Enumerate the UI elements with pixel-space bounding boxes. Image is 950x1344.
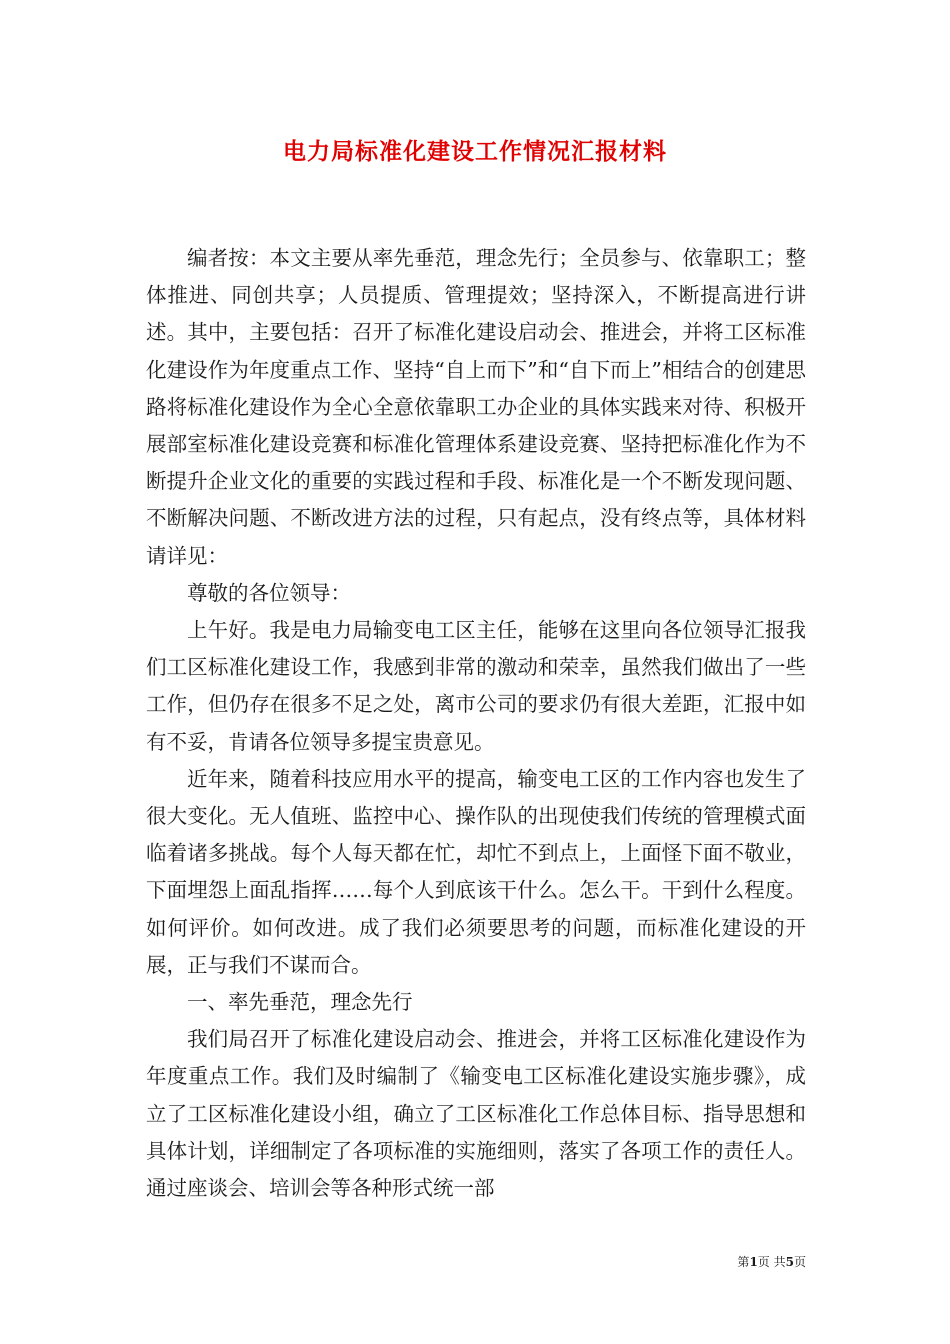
footer-middle: 页 共 <box>757 1255 786 1269</box>
footer-suffix: 页 <box>793 1255 806 1269</box>
footer-prefix: 第 <box>737 1255 750 1269</box>
greeting-paragraph: 上午好。我是电力局输变电工区主任，能够在这里向各位领导汇报我们工区标准化建设工作，我感到非常的激动和荣幸，虽然我们做出了一些工作，但仍存在很多不足之处，离市公司的要求仍有很大差距，汇报中如有不妥，肯请各位领导多提宝贵意见。 <box>146 618 806 754</box>
background-paragraph: 近年来，随着科技应用水平的提高，输变电工区的工作内容也发生了很大变化。无人值班、监控中心、操作队的出现使我们传统的管理模式面临着诸多挑战。每个人每天都在忙，却忙不到点上，上面怪下面不敬业，下面埋怨上面乱指挥……每个人到底该干什么。怎么干。干到什么程度。如何评价。如何改进。成了我们必须要思考的问题，而标准化建设的开展，正与我们不谋而合。 <box>146 766 806 977</box>
section-1-paragraph: 我们局召开了标准化建设启动会、推进会，并将工区标准化建设作为年度重点工作。我们及时编制了《输变电工区标准化建设实施步骤》，成立了工区标准化建设小组，确立了工区标准化工作总体目标、指导思想和具体计划，详细制定了各项标准的实施细则，落实了各项工作的责任人。通过座谈会、培训会等各种形式统一部 <box>146 1027 806 1201</box>
section-heading-1: 一、率先垂范，理念先行 <box>187 990 413 1015</box>
footer-page-number: 1 <box>749 1255 758 1269</box>
footer-total-pages: 5 <box>785 1255 794 1269</box>
page-footer <box>0 1253 806 1270</box>
editor-note-paragraph: 编者按：本文主要从率先垂范，理念先行；全员参与、依靠职工；整体推进、同创共享；人员提质、管理提效；坚持深入，不断提高进行讲述。其中，主要包括：召开了标准化建设启动会、推进会，并将工区标准化建设作为年度重点工作、坚持“自上而下”和“自下而上”相结合的创建思路将标准化建设作为全心全意依靠职工办企业的具体实践来对待、积极开展部室标准化建设竞赛和标准化管理体系建设竞赛、坚持把标准化作为不断提升企业文化的重要的实践过程和手段、标准化是一个不断发现问题、不断解决问题、不断改进方法的过程，只有起点，没有终点等，具体材料请详见： <box>146 246 806 568</box>
document-body <box>146 240 806 1207</box>
document-title: 电力局标准化建设工作情况汇报材料 <box>283 138 667 165</box>
salutation-paragraph: 尊敬的各位领导： <box>187 580 351 605</box>
